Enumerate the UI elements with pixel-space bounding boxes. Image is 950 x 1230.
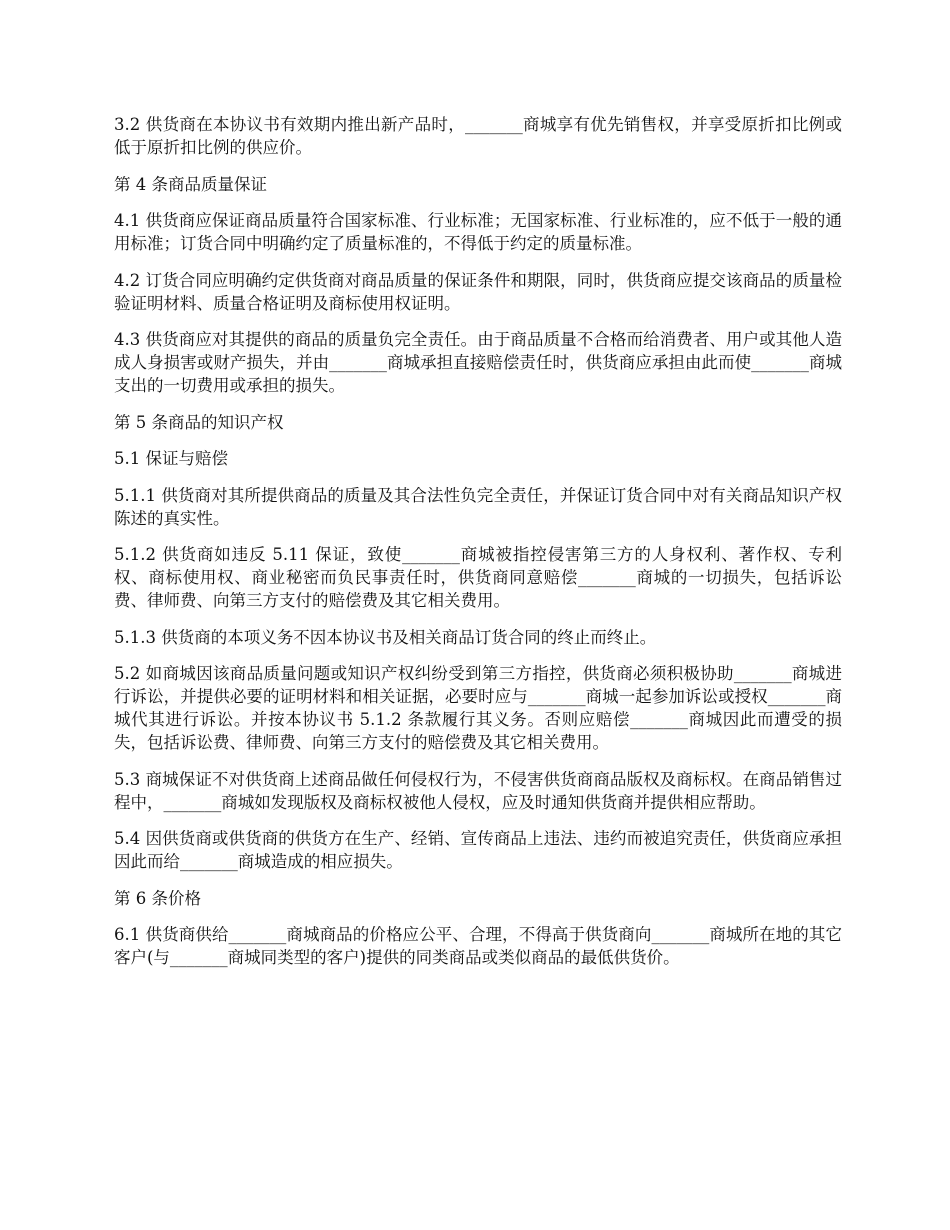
- clause-5-1-2: 5.1.2 供货商如违反 5.11 保证，致使_______商城被指控侵害第三方的人身权利、著作权、专利权、商标使用权、商业秘密而负民事责任时，供货商同意赔偿_______商城的一切损失，包括诉讼费、律师费、向第三方支付的赔偿费及其它相关费用。: [114, 545, 842, 610]
- article-5-heading: 第 5 条商品的知识产权: [114, 412, 284, 432]
- clause-5-1-3: 5.1.3 供货商的本项义务不因本协议书及相关商品订货合同的终止而终止。: [114, 627, 657, 647]
- article-4-heading: 第 4 条商品质量保证: [114, 174, 267, 194]
- clause-5-3: 5.3 商城保证不对供货商上述商品做任何侵权行为，不侵害供货商商品版权及商标权。在商品销售过程中，_______商城如发现版权及商标权被他人侵权，应及时通知供货商并提供相应帮助。: [114, 769, 842, 812]
- clause-4-3: 4.3 供货商应对其提供的商品的质量负完全责任。由于商品质量不合格而给消费者、用户或其他人造成人身损害或财产损失，并由_______商城承担直接赔偿责任时，供货商应承担由此而使_______商城支出的一切费用或承担的损失。: [114, 330, 842, 395]
- clause-4-2: 4.2 订货合同应明确约定供货商对商品质量的保证条件和期限，同时，供货商应提交该商品的质量检验证明材料、质量合格证明及商标使用权证明。: [114, 270, 842, 313]
- clause-4-1: 4.1 供货商应保证商品质量符合国家标准、行业标准；无国家标准、行业标准的，应不低于一般的通用标准；订货合同中明确约定了质量标准的，不得低于约定的质量标准。: [114, 211, 842, 253]
- clause-5-2: 5.2 如商城因该商品质量问题或知识产权纠纷受到第三方指控，供货商必须积极协助_______商城进行诉讼，并提供必要的证明材料和相关证据，必要时应与_______商城一起参加诉讼或授权_______商城代其进行诉讼。并按本协议书 5.1.2 条款履行其义务。否则应赔偿_______商城因此而遭受的损失，包括诉讼费、律师费、向第三方支付的赔偿费及其它相关费用。: [114, 664, 842, 752]
- clause-5-1-1: 5.1.1 供货商对其所提供商品的质量及其合法性负完全责任，并保证订货合同中对有关商品知识产权陈述的真实性。: [114, 485, 842, 528]
- clause-6-1: 6.1 供货商供给_______商城商品的价格应公平、合理，不得高于供货商向_______商城所在地的其它客户(与_______商城同类型的客户)提供的同类商品或类似商品的最低供货价。: [114, 925, 842, 967]
- clause-3-2: 3.2 供货商在本协议书有效期内推出新产品时，_______商城享有优先销售权，并享受原折扣比例或低于原折扣比例的供应价。: [114, 115, 842, 157]
- clause-5-4: 5.4 因供货商或供货商的供货方在生产、经销、宣传商品上违法、违约而被追究责任，供货商应承担因此而给_______商城造成的相应损失。: [114, 829, 842, 871]
- clause-5-1-heading: 5.1 保证与赔偿: [114, 449, 228, 468]
- document-page: [114, 113, 842, 983]
- article-6-heading: 第 6 条价格: [114, 888, 201, 908]
